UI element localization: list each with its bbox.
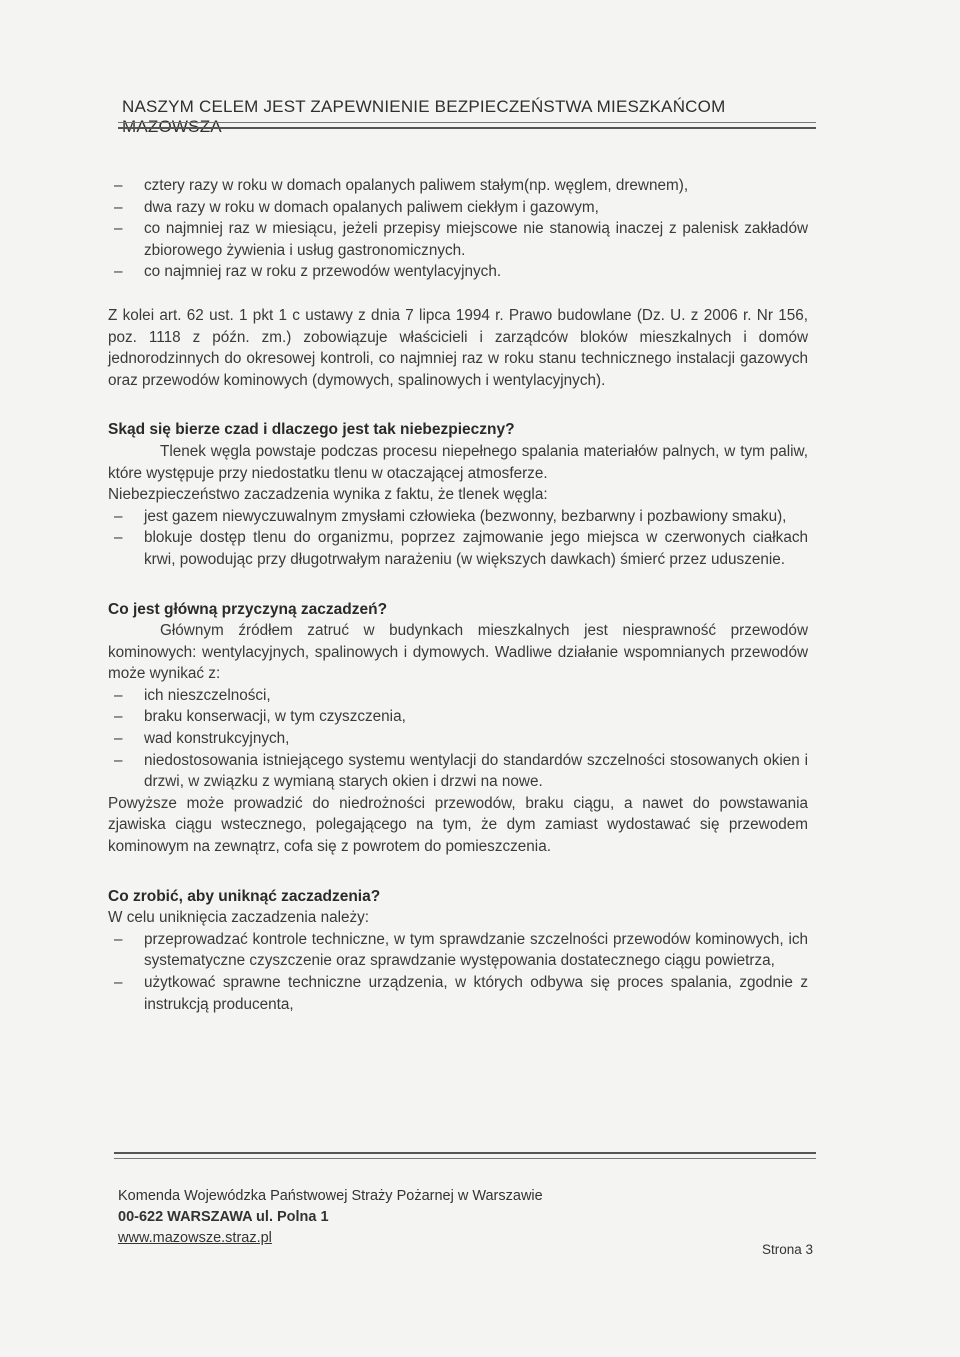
section-heading-przyczyna: Co jest główną przyczyną zaczadzeń? (108, 600, 388, 618)
header-rule (118, 122, 816, 129)
list-item: – blokuje dostęp tlenu do organizmu, poprzez zajmowanie jego miejsca w czerwonych ciałkach krwi, powodując przy długotrwałym narażeniu (w większych dawkach) śmierć przez uduszenie. (114, 529, 808, 568)
section-heading-czad: Skąd się bierze czad i dlaczego jest tak niebezpieczny? (108, 421, 515, 439)
dash-bullet: – (114, 220, 123, 238)
section2-paragraph-1: Głównym źródłem zatruć w budynkach mieszkalnych jest niesprawność przewodów kominowych: wentylacyjnych, spalinowych i dymowych. Wadliwe działanie wspomnianych przewodów może wynikać z: (108, 622, 808, 683)
list-item: – co najmniej raz w roku z przewodów wentylacyjnych. (108, 261, 808, 283)
list-item: – braku konserwacji, w tym czyszczenia, (108, 706, 808, 728)
section3-paragraph-1: W celu uniknięcia zaczadzenia należy: (108, 909, 370, 927)
document-body (108, 175, 808, 1015)
dash-bullet: – (114, 974, 123, 991)
dash-bullet: – (114, 708, 123, 726)
intro-list (108, 175, 808, 283)
footer-address: 00-622 WARSZAWA ul. Polna 1 (118, 1209, 329, 1225)
dash-bullet: – (114, 686, 123, 704)
section3-list (108, 929, 808, 1015)
section2-paragraph-2: Powyższe może prowadzić do niedrożności przewodów, braku ciągu, a nawet do powstawania zjawiska ciągu wstecznego, polegającego na tym, że dym zamiast wydostawać się przewodem kominowym na zewnątrz, cofa się z powrotem do pomieszczenia. (108, 794, 808, 856)
list-item: – cztery razy w roku w domach opalanych paliwem stałym(np. węglem, drewnem), (108, 175, 808, 197)
list-item: – przeprowadzać kontrole techniczne, w tym sprawdzanie szczelności przewodów kominowych, ich systematyczne czyszczenie oraz sprawdzanie występowania dostatecznego ciągu powietrza, (114, 930, 808, 970)
list-item: – co najmniej raz w miesiącu, jeżeli przepisy miejscowe nie stanowią inaczej z palenisk zakładów zbiorowego żywienia i usług gastronomicznych. (114, 220, 808, 259)
list-item: – niedostosowania istniejącego systemu wentylacji do standardów szczelności stosowanych okien i drzwi, w związku z wymianą starych okien i drzwi na nowe. (114, 751, 808, 791)
section-heading-zapobieganie: Co zrobić, aby uniknąć zaczadzenia? (108, 887, 381, 905)
list-item: – ich nieszczelności, (108, 685, 808, 707)
page-header: NASZYM CELEM JEST ZAPEWNIENIE BEZPIECZEŃSTWA MIESZKAŃCOM MAZOWSZA (122, 97, 726, 136)
dash-bullet: – (114, 263, 123, 281)
dash-bullet: – (114, 529, 123, 547)
dash-bullet: – (114, 507, 123, 525)
section2-list (108, 685, 808, 793)
page-footer (118, 1186, 678, 1249)
section1-paragraph-1: Tlenek węgla powstaje podczas procesu niepełnego spalania materiałów palnych, w tym paliw, które występuje przy niedostatku tlenu w otaczającej atmosferze. (108, 442, 808, 482)
dash-bullet: – (114, 730, 123, 748)
list-item: – dwa razy w roku w domach opalanych paliwem ciekłym i gazowym, (108, 197, 808, 219)
dash-bullet: – (114, 177, 123, 194)
section1-list (108, 506, 808, 571)
footer-rule (114, 1152, 816, 1159)
list-item: – wad konstrukcyjnych, (108, 728, 808, 750)
law-paragraph: Z kolei art. 62 ust. 1 pkt 1 c ustawy z dnia 7 lipca 1994 r. Prawo budowlane (Dz. U. z 2006 r. Nr 156, poz. 1118 z późn. zm.) zobowiązuje właścicieli i zarządców bloków mieszkalnych i domów jednorodzinnych do okresowej kontroli, co najmniej raz w roku stanu technicznego instalacji gazowych oraz przewodów kominowych (dymowych, spalinowych i wentylacyjnych). (108, 306, 808, 389)
section1-paragraph-2: Niebezpieczeństwo zaczadzenia wynika z faktu, że tlenek węgla: (108, 486, 548, 504)
dash-bullet: – (114, 198, 123, 216)
dash-bullet: – (114, 930, 123, 948)
dash-bullet: – (114, 751, 123, 769)
list-item: – jest gazem niewyczuwalnym zmysłami człowieka (bezwonny, bezbarwny i pozbawiony smaku), (108, 506, 808, 528)
list-item: – użytkować sprawne techniczne urządzenia, w których odbywa się proces spalania, zgodnie z instrukcją producenta, (114, 974, 808, 1013)
footer-organization: Komenda Wojewódzka Państwowej Straży Pożarnej w Warszawie (118, 1188, 543, 1204)
page-number: Strona 3 (762, 1242, 814, 1257)
footer-website-link[interactable]: www.mazowsze.straz.pl (118, 1230, 272, 1246)
